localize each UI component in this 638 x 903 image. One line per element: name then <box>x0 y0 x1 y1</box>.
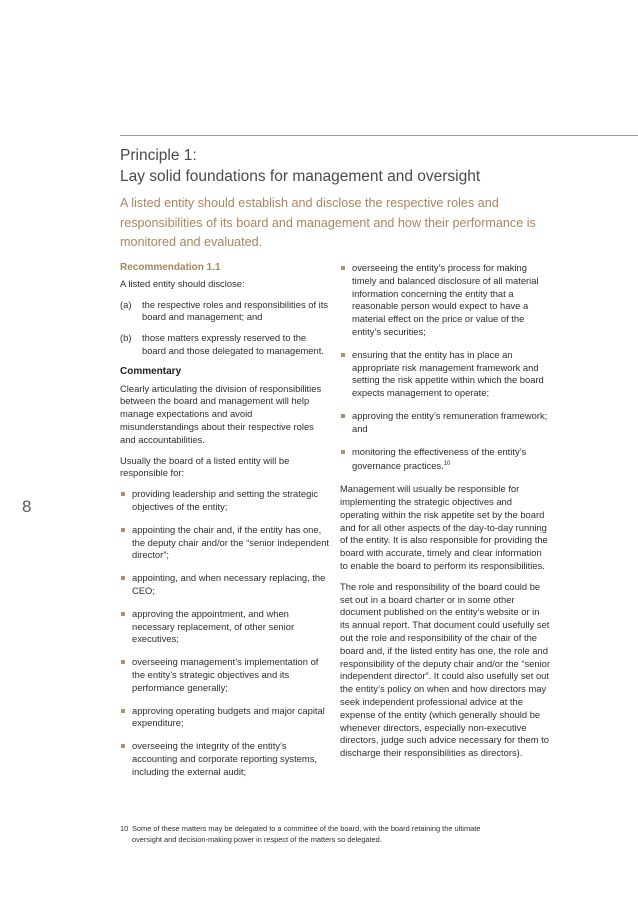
item-label: (b) <box>120 332 132 344</box>
recommendation-item <box>120 299 332 325</box>
list-item <box>340 446 550 474</box>
list-item: approving the appointment, and when necessary replacement, of other senior executives; <box>120 608 332 646</box>
board-charter-paragraph: The role and responsibility of the board could be set out in a board charter or in some other document published on the entity’s website or in its annual report. That document could usefully set out the role and responsibility of the chair of the board and, if the listed entity has one, the role and responsibility of the deputy chair and/or the “senior independent director”. It could also usefully set out the entity’s policy on when and how directors may seek independent professional advice at the expense of the entity (which generally should be whenever directors, especially non-executive directors, judge such advice necessary for them to discharge their responsibilities as directors). <box>340 580 551 759</box>
footnote-text-continued: oversight and decision-making power in respect of the matters so delegated. <box>132 834 382 844</box>
commentary-paragraph: Usually the board of a listed entity will be responsible for: <box>120 454 290 479</box>
list-item: appointing the chair and, if the entity has one, the deputy chair and/or the “senior independent director”; <box>120 524 332 562</box>
principle-number: Principle 1: <box>120 147 197 164</box>
right-column <box>340 262 550 768</box>
list-item: ensuring that the entity has in place an appropriate risk management framework and setting the risk appetite within which the board expects management to operate; <box>340 349 550 400</box>
board-responsibilities-list <box>120 488 332 778</box>
item-text: those matters expressly reserved to the board and those delegated to management. <box>142 332 324 356</box>
list-item: appointing, and when necessary replacing, the CEO; <box>120 572 332 598</box>
item-text: the respective roles and responsibilities of its board and management; and <box>142 298 329 323</box>
list-item: approving the entity’s remuneration framework; and <box>340 410 550 436</box>
principle-heading <box>120 145 620 187</box>
footnote-reference: 10 <box>443 461 451 468</box>
list-item: overseeing the entity’s process for making timely and balanced disclosure of all material information concerning the entity that a reasonable person would expect to have a material effect on the price or value of the entity’s securities; <box>340 262 550 339</box>
list-item-text: monitoring the effectiveness of the entity’s governance practices. <box>352 445 527 472</box>
footnote <box>120 824 540 845</box>
left-column <box>120 262 332 789</box>
list-item: overseeing management’s implementation of the entity’s strategic objectives and its performance generally; <box>120 656 332 694</box>
recommendation-item <box>120 332 332 358</box>
management-paragraph: Management will usually be responsible for implementing the strategic objectives and operating within the risk appetite set by the board and for all other aspects of the day-to-day running of the entity. It is also responsible for providing the board with accurate, timely and clear information to enable the board to perform its responsibilities. <box>340 483 548 572</box>
list-item: providing leadership and setting the strategic objectives of the entity; <box>120 488 332 514</box>
recommendation-title: Recommendation 1.1 <box>120 262 221 273</box>
principle-title: Lay solid foundations for management and oversight <box>120 168 481 185</box>
list-item: approving operating budgets and major capital expenditure; <box>120 705 332 731</box>
footnote-number: 10 <box>120 824 129 833</box>
page-number: 8 <box>22 497 32 516</box>
commentary-paragraph: Clearly articulating the division of responsibilities between the board and management will help manage expectations and avoid misunderstandings about their respective roles and accountabilities. <box>120 382 322 445</box>
commentary-title: Commentary <box>120 365 182 377</box>
principle-intro: A listed entity should establish and disclose the respective roles and responsibilities of its board and management and how their performance is monitored and evaluated. <box>120 196 536 249</box>
board-responsibilities-list-continued <box>340 262 550 473</box>
footnote-text: Some of these matters may be delegated to a committee of the board, with the board retaining the ultimate <box>132 824 481 833</box>
recommendation-lead: A listed entity should disclose: <box>120 277 245 289</box>
list-item: overseeing the integrity of the entity’s accounting and corporate reporting systems, including the external audit; <box>120 740 332 778</box>
item-label: (a) <box>120 298 132 310</box>
header-rule <box>120 135 638 136</box>
